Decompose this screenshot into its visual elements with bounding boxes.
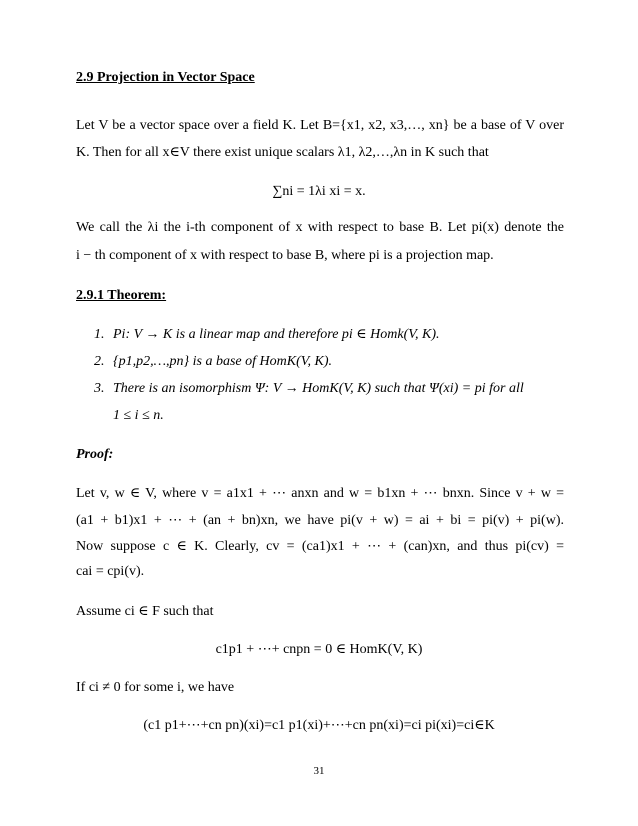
page-number: 31: [313, 765, 325, 777]
paragraph-1-line-1: Let V be a vector space over a field K. Let B={x1, x2, x3,…, xn} be a base of V over: [76, 118, 564, 133]
linear-combination-equation: c1p1 + ⋯+ cnpn = 0 ∈ HomK(V, K): [215, 642, 423, 657]
paragraph-2-line-1: We call the λi the i-th component of x with respect to base B. Let pi(x) denote the: [76, 220, 564, 235]
theorem-item-1-text: Pi: V → K is a linear map and therefore pi ∈ Homk(V, K).: [113, 327, 440, 342]
proof-line-4: cai = cpi(v).: [76, 564, 145, 579]
if-line: If ci ≠ 0 for some i, we have: [76, 680, 235, 695]
theorem-heading: 2.9.1 Theorem:: [76, 288, 167, 303]
evaluation-equation: (c1 p1+⋯+cn pn)(xi)=c1 p1(xi)+⋯+cn pn(xi)=ci pi(xi)=ci∈K: [143, 718, 495, 733]
theorem-item-3-number: 3.: [94, 381, 105, 396]
proof-line-3: Now suppose c ∈ K. Clearly, cv = (ca1)x1 + ⋯ + (can)xn, and thus pi(cv) =: [76, 539, 564, 554]
proof-heading: Proof:: [76, 447, 114, 462]
proof-line-1: Let v, w ∈ V, where v = a1x1 + ⋯ anxn and w = b1xn + ⋯ bnxn. Since v + w =: [76, 486, 564, 501]
assume-line: Assume ci ∈ F such that: [76, 604, 214, 619]
proof-line-2: (a1 + b1)x1 + ⋯ + (an + bn)xn, we have pi(v + w) = ai + bi = pi(v) + pi(w).: [76, 513, 564, 528]
section-heading: 2.9 Projection in Vector Space: [76, 70, 255, 85]
theorem-item-3-text: There is an isomorphism Ψ: V → HomK(V, K) such that Ψ(xi) = pi for all: [113, 381, 524, 396]
sum-equation: ∑ni = 1λi xi = x.: [272, 184, 366, 199]
theorem-item-3-continuation: 1 ≤ i ≤ n.: [113, 408, 164, 423]
paragraph-1-line-2: K. Then for all x∈V there exist unique scalars λ1, λ2,…,λn in K such that: [76, 145, 489, 160]
paragraph-2-line-2: i − th component of x with respect to base B, where pi is a projection map.: [76, 248, 494, 263]
theorem-item-2-text: {p1,p2,…,pn} is a base of HomK(V, K).: [113, 354, 333, 369]
theorem-item-1-number: 1.: [94, 327, 105, 342]
theorem-item-2-number: 2.: [94, 354, 105, 369]
